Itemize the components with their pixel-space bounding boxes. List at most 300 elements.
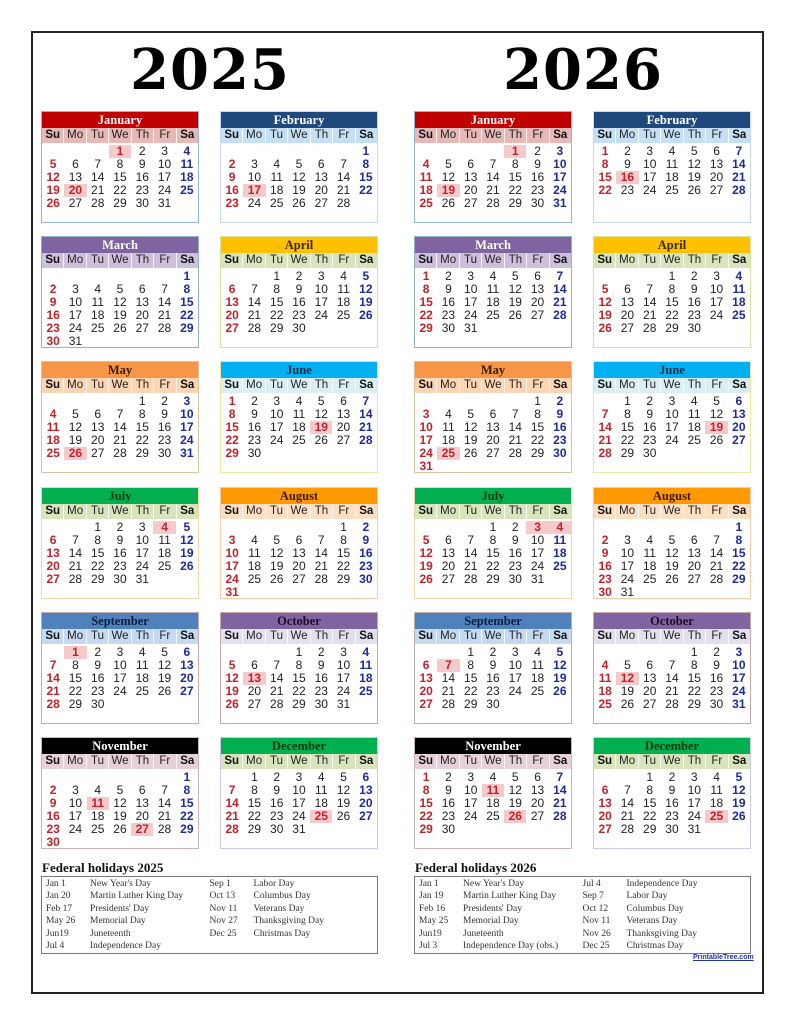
day-cell: 7 xyxy=(713,533,720,547)
day-grid xyxy=(42,393,198,460)
day-cell: 20 xyxy=(292,559,306,573)
holiday-row xyxy=(419,890,583,902)
month-2025-10 xyxy=(220,612,378,724)
day-cell: 3 xyxy=(183,394,191,408)
day-cell: 24 xyxy=(135,559,149,573)
day-cell: 30 xyxy=(91,697,105,711)
weekday-label: Mo xyxy=(64,378,86,393)
empty-day-cell xyxy=(705,447,727,460)
empty-day-cell xyxy=(310,586,332,599)
day-cell: 30 xyxy=(135,196,149,210)
day-cell: 8 xyxy=(601,157,609,171)
day-cell: 16 xyxy=(643,420,657,434)
holiday-name: Juneteenth xyxy=(90,928,131,939)
day-cell: 30 xyxy=(113,572,127,586)
empty-day-cell xyxy=(355,586,377,599)
day-cell: 9 xyxy=(445,282,452,296)
holiday-row xyxy=(419,903,583,915)
weekday-label: Sa xyxy=(180,755,195,767)
day-cell: 4 xyxy=(445,407,452,421)
day-cell: 16 xyxy=(486,671,500,685)
day-cell: 19 xyxy=(359,295,373,309)
holiday-day-cell: 7 xyxy=(437,659,459,672)
day-cell: 2 xyxy=(534,144,541,158)
day-cell: 9 xyxy=(138,157,146,171)
day-cell: 14 xyxy=(157,796,172,810)
holiday-column-left xyxy=(419,878,583,952)
day-cell: 7 xyxy=(228,783,236,797)
day-cell: 8 xyxy=(251,783,258,797)
week-row xyxy=(594,586,750,599)
day-cell: 20 xyxy=(135,809,149,823)
day-cell: 16 xyxy=(270,796,284,810)
empty-day-cell xyxy=(549,823,571,836)
day-cell: 23 xyxy=(598,572,612,586)
day-cell: 17 xyxy=(687,796,701,810)
day-cell: 15 xyxy=(180,796,194,810)
day-cell: 10 xyxy=(292,783,306,797)
weekday-label: We xyxy=(661,504,683,519)
day-cell: 5 xyxy=(116,282,124,296)
day-cell: 9 xyxy=(362,533,370,547)
weekday-label: Su xyxy=(594,754,616,769)
day-cell: 18 xyxy=(157,546,172,560)
day-cell: 13 xyxy=(620,295,635,309)
holiday-day-cell: 1 xyxy=(64,646,86,659)
day-cell: 2 xyxy=(295,269,303,283)
day-cell: 4 xyxy=(340,269,347,283)
empty-day-cell xyxy=(109,335,131,348)
day-cell: 31 xyxy=(135,572,149,586)
day-cell: 5 xyxy=(601,282,609,296)
empty-day-cell xyxy=(243,586,265,599)
day-cell: 3 xyxy=(467,269,475,283)
holiday-day-cell: 4 xyxy=(153,521,175,534)
holidays-table-2026 xyxy=(414,876,751,954)
weekday-label: Sa xyxy=(553,630,568,642)
holiday-row xyxy=(210,878,374,890)
weekday-label: We xyxy=(661,754,683,769)
day-cell: 13 xyxy=(687,546,701,560)
day-cell: 18 xyxy=(709,796,724,810)
empty-day-cell xyxy=(504,823,526,836)
day-cell: 23 xyxy=(643,433,657,447)
day-cell: 7 xyxy=(624,783,631,797)
day-cell: 19 xyxy=(157,671,172,685)
day-cell: 18 xyxy=(135,671,149,685)
day-cell: 23 xyxy=(486,684,500,698)
day-cell: 11 xyxy=(248,546,261,560)
holiday-date: Jul 3 xyxy=(419,940,438,951)
day-cell: 24 xyxy=(68,321,83,335)
day-cell: 8 xyxy=(489,533,497,547)
weekday-label: Fr xyxy=(333,754,355,769)
weekday-label: Sa xyxy=(359,630,374,642)
weekday-label: Fr xyxy=(154,128,176,143)
day-cell: 4 xyxy=(295,394,303,408)
day-cell: 9 xyxy=(273,783,281,797)
weekday-label: Tu xyxy=(639,378,661,393)
day-cell: 15 xyxy=(247,796,262,810)
weekday-label: Mo xyxy=(437,128,459,143)
week-row xyxy=(42,197,198,210)
day-cell: 12 xyxy=(180,533,194,547)
holiday-date: Jan 19 xyxy=(419,891,444,902)
weekday-header-row xyxy=(42,128,198,143)
day-cell: 27 xyxy=(46,572,60,586)
weekday-label: Fr xyxy=(333,378,355,393)
day-cell: 26 xyxy=(157,684,172,698)
day-cell: 25 xyxy=(732,308,746,322)
day-cell: 12 xyxy=(419,546,433,560)
day-cell: 3 xyxy=(317,269,325,283)
day-cell: 15 xyxy=(336,546,351,560)
day-cell: 13 xyxy=(419,671,433,685)
day-cell: 29 xyxy=(225,446,239,460)
weekday-label: Tu xyxy=(460,629,482,644)
day-cell: 21 xyxy=(464,559,478,573)
weekday-label: Th xyxy=(311,128,333,143)
holiday-date: Oct 12 xyxy=(582,903,609,914)
day-cell: 1 xyxy=(422,269,430,283)
holiday-name: Veterans Day xyxy=(626,916,678,927)
weekday-label: Mo xyxy=(64,253,86,268)
day-cell: 6 xyxy=(534,269,541,283)
empty-day-cell xyxy=(728,586,750,599)
day-cell: 13 xyxy=(530,282,545,296)
day-cell: 21 xyxy=(113,433,127,447)
day-cell: 31 xyxy=(336,697,351,711)
weekday-label: Fr xyxy=(706,504,728,519)
holiday-name: Christmas Day xyxy=(253,928,311,939)
day-cell: 2 xyxy=(511,520,519,534)
day-cell: 29 xyxy=(270,321,284,335)
day-cell: 23 xyxy=(270,809,284,823)
weekday-label: Mo xyxy=(243,253,265,268)
weekday-header-row xyxy=(594,128,750,143)
day-cell: 20 xyxy=(359,796,373,810)
weekday-header-row xyxy=(415,128,571,143)
day-cell: 6 xyxy=(690,533,698,547)
empty-day-cell xyxy=(683,447,705,460)
day-cell: 2 xyxy=(49,783,57,797)
day-cell: 6 xyxy=(646,658,654,672)
holiday-day-cell: 4 xyxy=(549,521,571,534)
weekday-label: Mo xyxy=(243,504,265,519)
day-grid xyxy=(42,644,198,711)
day-cell: 4 xyxy=(668,144,676,158)
day-cell: 24 xyxy=(620,572,635,586)
day-cell: 1 xyxy=(735,520,743,534)
day-cell: 8 xyxy=(273,282,281,296)
day-cell: 7 xyxy=(94,157,102,171)
day-cell: 19 xyxy=(553,671,567,685)
day-cell: 25 xyxy=(157,559,172,573)
day-cell: 3 xyxy=(138,520,146,534)
day-cell: 26 xyxy=(270,572,284,586)
day-cell: 20 xyxy=(464,183,478,197)
day-cell: 1 xyxy=(668,269,676,283)
weekday-label: Th xyxy=(311,629,333,644)
empty-day-cell xyxy=(288,586,310,599)
day-cell: 16 xyxy=(508,546,522,560)
empty-day-cell xyxy=(176,573,198,586)
day-cell: 4 xyxy=(489,269,497,283)
day-cell: 7 xyxy=(340,157,347,171)
weekday-label: Th xyxy=(311,253,333,268)
weekday-label: We xyxy=(661,253,683,268)
holiday-day-cell: 25 xyxy=(705,810,727,823)
week-row xyxy=(415,698,571,711)
day-cell: 29 xyxy=(620,446,635,460)
day-cell: 28 xyxy=(314,572,328,586)
holiday-row xyxy=(46,940,210,952)
day-cell: 30 xyxy=(359,572,373,586)
day-cell: 14 xyxy=(270,671,284,685)
month-2025-11 xyxy=(41,737,199,849)
day-cell: 13 xyxy=(46,546,60,560)
weekday-label: Mo xyxy=(616,253,638,268)
day-cell: 25 xyxy=(270,196,284,210)
day-cell: 10 xyxy=(620,546,635,560)
day-cell: 15 xyxy=(620,420,635,434)
day-cell: 18 xyxy=(247,559,262,573)
day-cell: 26 xyxy=(113,822,127,836)
day-cell: 8 xyxy=(735,533,743,547)
day-cell: 30 xyxy=(598,585,612,599)
day-cell: 12 xyxy=(441,170,456,184)
weekday-label: Mo xyxy=(616,378,638,393)
day-cell: 7 xyxy=(467,533,475,547)
day-cell: 3 xyxy=(735,645,743,659)
weekday-label: We xyxy=(109,253,131,268)
day-cell: 28 xyxy=(113,446,127,460)
day-cell: 10 xyxy=(180,407,194,421)
week-row xyxy=(415,823,571,836)
day-cell: 9 xyxy=(690,282,698,296)
weekday-label: Mo xyxy=(437,378,459,393)
day-cell: 4 xyxy=(601,658,609,672)
day-cell: 21 xyxy=(314,559,328,573)
day-cell: 3 xyxy=(295,770,303,784)
day-cell: 1 xyxy=(138,394,146,408)
empty-day-cell xyxy=(728,447,750,460)
day-cell: 1 xyxy=(467,645,475,659)
day-cell: 1 xyxy=(94,520,102,534)
day-cell: 22 xyxy=(643,809,657,823)
day-cell: 27 xyxy=(530,809,545,823)
day-cell: 14 xyxy=(643,295,657,309)
day-cell: 30 xyxy=(46,334,60,348)
day-cell: 9 xyxy=(251,407,258,421)
day-cell: 13 xyxy=(91,420,105,434)
day-cell: 9 xyxy=(94,658,102,672)
day-cell: 20 xyxy=(135,308,149,322)
day-cell: 5 xyxy=(690,144,698,158)
day-cell: 8 xyxy=(624,407,631,421)
week-row xyxy=(415,447,571,460)
empty-day-cell xyxy=(661,586,683,599)
day-cell: 10 xyxy=(464,282,478,296)
weekday-label: Th xyxy=(684,754,706,769)
day-cell: 5 xyxy=(362,269,370,283)
holiday-name: Martin Luther King Day xyxy=(463,891,557,902)
day-cell: 28 xyxy=(598,446,612,460)
day-cell: 1 xyxy=(183,269,191,283)
week-row xyxy=(221,434,377,447)
day-cell: 5 xyxy=(161,645,168,659)
empty-day-cell xyxy=(549,322,571,335)
day-grid xyxy=(221,769,377,836)
day-cell: 7 xyxy=(556,770,564,784)
day-cell: 8 xyxy=(690,658,698,672)
day-cell: 13 xyxy=(135,796,149,810)
month-2026-1 xyxy=(414,111,572,223)
empty-day-cell xyxy=(549,698,571,711)
day-cell: 27 xyxy=(314,196,328,210)
day-cell: 15 xyxy=(180,295,194,309)
day-cell: 12 xyxy=(46,170,60,184)
day-cell: 7 xyxy=(556,269,564,283)
day-cell: 1 xyxy=(362,144,370,158)
weekday-label: Sa xyxy=(359,755,374,767)
day-cell: 16 xyxy=(530,170,545,184)
day-cell: 15 xyxy=(530,420,545,434)
day-cell: 4 xyxy=(251,533,258,547)
day-cell: 29 xyxy=(180,822,194,836)
day-cell: 20 xyxy=(46,559,60,573)
day-cell: 5 xyxy=(72,407,79,421)
day-cell: 23 xyxy=(91,684,105,698)
day-cell: 10 xyxy=(665,407,679,421)
day-cell: 2 xyxy=(556,394,564,408)
holiday-name: Veterans Day xyxy=(253,903,305,914)
day-cell: 2 xyxy=(713,645,720,659)
day-cell: 24 xyxy=(732,684,746,698)
day-cell: 10 xyxy=(709,282,724,296)
day-cell: 27 xyxy=(441,572,456,586)
month-2025-5 xyxy=(41,361,199,473)
day-grid xyxy=(415,519,571,586)
empty-day-cell xyxy=(705,586,727,599)
empty-day-cell xyxy=(64,836,86,849)
day-cell: 10 xyxy=(157,157,172,171)
day-cell: 4 xyxy=(690,394,698,408)
day-cell: 29 xyxy=(336,572,351,586)
day-cell: 25 xyxy=(91,822,105,836)
holiday-name: Memorial Day xyxy=(463,916,519,927)
day-cell: 21 xyxy=(553,295,567,309)
day-cell: 21 xyxy=(336,183,351,197)
day-cell: 5 xyxy=(624,658,631,672)
month-2025-4 xyxy=(220,236,378,348)
weekday-label: Tu xyxy=(460,378,482,393)
day-cell: 26 xyxy=(292,196,306,210)
day-cell: 22 xyxy=(135,433,149,447)
weekday-label: Fr xyxy=(154,629,176,644)
day-cell: 5 xyxy=(273,533,281,547)
day-cell: 18 xyxy=(598,684,612,698)
weekday-label: Sa xyxy=(732,129,747,141)
holiday-name: Presidents' Day xyxy=(90,903,149,914)
holiday-column-right xyxy=(210,878,374,952)
day-cell: 16 xyxy=(553,420,567,434)
day-cell: 2 xyxy=(228,157,236,171)
day-grid xyxy=(594,769,750,836)
weekday-label: Mo xyxy=(616,754,638,769)
day-cell: 2 xyxy=(94,645,102,659)
holiday-date: Nov 26 xyxy=(582,928,611,939)
day-cell: 10 xyxy=(732,658,746,672)
empty-day-cell xyxy=(526,460,548,473)
day-cell: 21 xyxy=(643,308,657,322)
month-header: October xyxy=(221,613,377,629)
day-cell: 27 xyxy=(643,697,657,711)
week-row xyxy=(221,447,377,460)
holidays-title-2026: Federal holidays 2026 xyxy=(415,860,537,875)
weekday-label: We xyxy=(661,378,683,393)
day-cell: 31 xyxy=(180,446,194,460)
day-cell: 18 xyxy=(314,796,328,810)
day-cell: 15 xyxy=(270,295,284,309)
day-cell: 16 xyxy=(46,308,60,322)
day-cell: 3 xyxy=(116,645,124,659)
weekday-header-row xyxy=(42,754,198,769)
day-cell: 22 xyxy=(508,183,522,197)
day-cell: 6 xyxy=(362,770,370,784)
weekday-label: Tu xyxy=(639,253,661,268)
empty-day-cell xyxy=(661,447,683,460)
weekday-label: Tu xyxy=(639,629,661,644)
day-cell: 31 xyxy=(620,585,635,599)
day-cell: 10 xyxy=(135,533,149,547)
weekday-label: Th xyxy=(684,378,706,393)
weekday-label: Su xyxy=(415,504,437,519)
month-header: July xyxy=(42,488,198,504)
day-cell: 23 xyxy=(508,559,522,573)
day-cell: 14 xyxy=(441,671,456,685)
holiday-row xyxy=(419,928,583,940)
day-cell: 15 xyxy=(68,671,83,685)
credit-link[interactable]: PrintableTree.com xyxy=(693,954,754,961)
week-row xyxy=(221,197,377,210)
holiday-day-cell: 11 xyxy=(87,797,109,810)
month-2026-10 xyxy=(593,612,751,724)
holiday-day-cell: 25 xyxy=(437,447,459,460)
month-header: January xyxy=(415,112,571,128)
day-cell: 18 xyxy=(359,671,373,685)
day-cell: 28 xyxy=(157,822,172,836)
empty-day-cell xyxy=(526,823,548,836)
empty-day-cell xyxy=(549,460,571,473)
empty-day-cell xyxy=(109,836,131,849)
day-cell: 6 xyxy=(735,394,743,408)
day-cell: 10 xyxy=(270,407,284,421)
day-cell: 26 xyxy=(46,196,60,210)
empty-day-cell xyxy=(332,447,354,460)
empty-day-cell xyxy=(332,586,354,599)
day-cell: 12 xyxy=(508,282,522,296)
day-cell: 25 xyxy=(486,809,500,823)
weekday-label: Tu xyxy=(266,629,288,644)
weekday-label: Th xyxy=(132,378,154,393)
day-cell: 28 xyxy=(91,196,105,210)
day-cell: 9 xyxy=(49,796,57,810)
day-cell: 1 xyxy=(601,144,609,158)
day-cell: 3 xyxy=(422,407,430,421)
day-cell: 22 xyxy=(486,559,500,573)
holiday-name: Independence Day xyxy=(90,940,161,951)
